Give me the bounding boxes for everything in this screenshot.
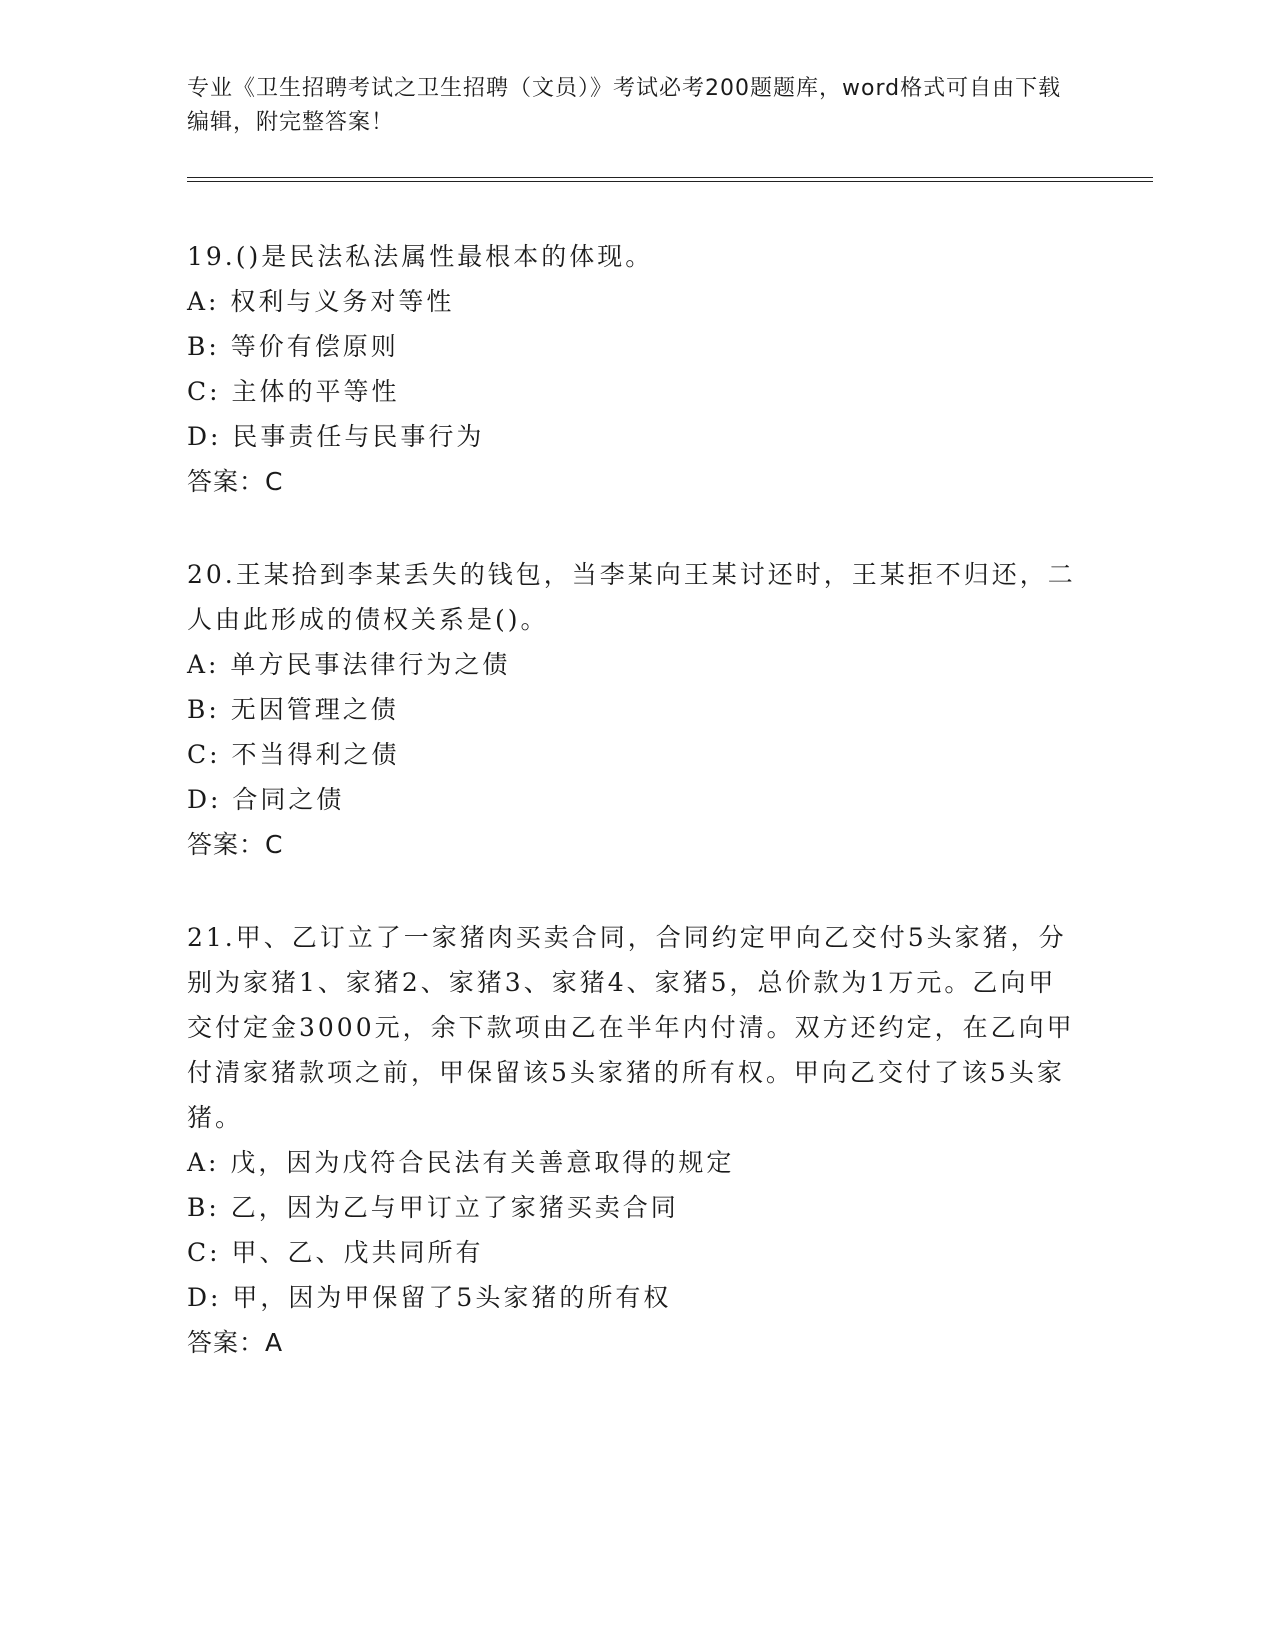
- option-a: A: 戊，因为戊符合民法有关善意取得的规定: [187, 1148, 735, 1177]
- header-divider-top: [187, 177, 1153, 178]
- option-c: C: 不当得利之债: [187, 740, 400, 769]
- question-19: [187, 234, 1077, 504]
- answer-line: 答案：C: [187, 830, 284, 859]
- answer-line: 答案：A: [187, 1328, 284, 1357]
- option-b: B: 等价有偿原则: [187, 332, 399, 361]
- answer-line: 答案：C: [187, 467, 284, 496]
- option-a: A: 权利与义务对等性: [187, 287, 455, 316]
- document-header: 专业《卫生招聘考试之卫生招聘（文员）》考试必考200题题库，word格式可自由下载编辑，附完整答案！: [187, 76, 1062, 135]
- question-20: [187, 552, 1077, 867]
- option-b: B: 无因管理之债: [187, 695, 399, 724]
- question-stem: 20.王某拾到李某丢失的钱包，当李某向王某讨还时，王某拒不归还，二人由此形成的债权关系是()。: [187, 560, 1076, 634]
- option-a: A: 单方民事法律行为之债: [187, 650, 511, 679]
- question-stem: 21.甲、乙订立了一家猪肉买卖合同，合同约定甲向乙交付5头家猪，分别为家猪1、家猪2、家猪3、家猪4、家猪5，总价款为1万元。乙向甲交付定金3000元，余下款项由乙在半年内付清。双方还约定，在乙向甲付清家猪款项之前，甲保留该5头家猪的所有权。甲向乙交付了该5头家猪。: [187, 923, 1075, 1132]
- question-21: [187, 915, 1077, 1365]
- option-c: C: 甲、乙、戊共同所有: [187, 1238, 484, 1267]
- option-d: D: 民事责任与民事行为: [187, 422, 485, 451]
- option-d: D: 合同之债: [187, 785, 345, 814]
- header-divider-bottom: [187, 181, 1153, 182]
- question-stem: 19.()是民法私法属性最根本的体现。: [187, 242, 654, 271]
- option-c: C: 主体的平等性: [187, 377, 400, 406]
- option-d: D: 甲，因为甲保留了5头家猪的所有权: [187, 1283, 672, 1312]
- option-b: B: 乙，因为乙与甲订立了家猪买卖合同: [187, 1193, 679, 1222]
